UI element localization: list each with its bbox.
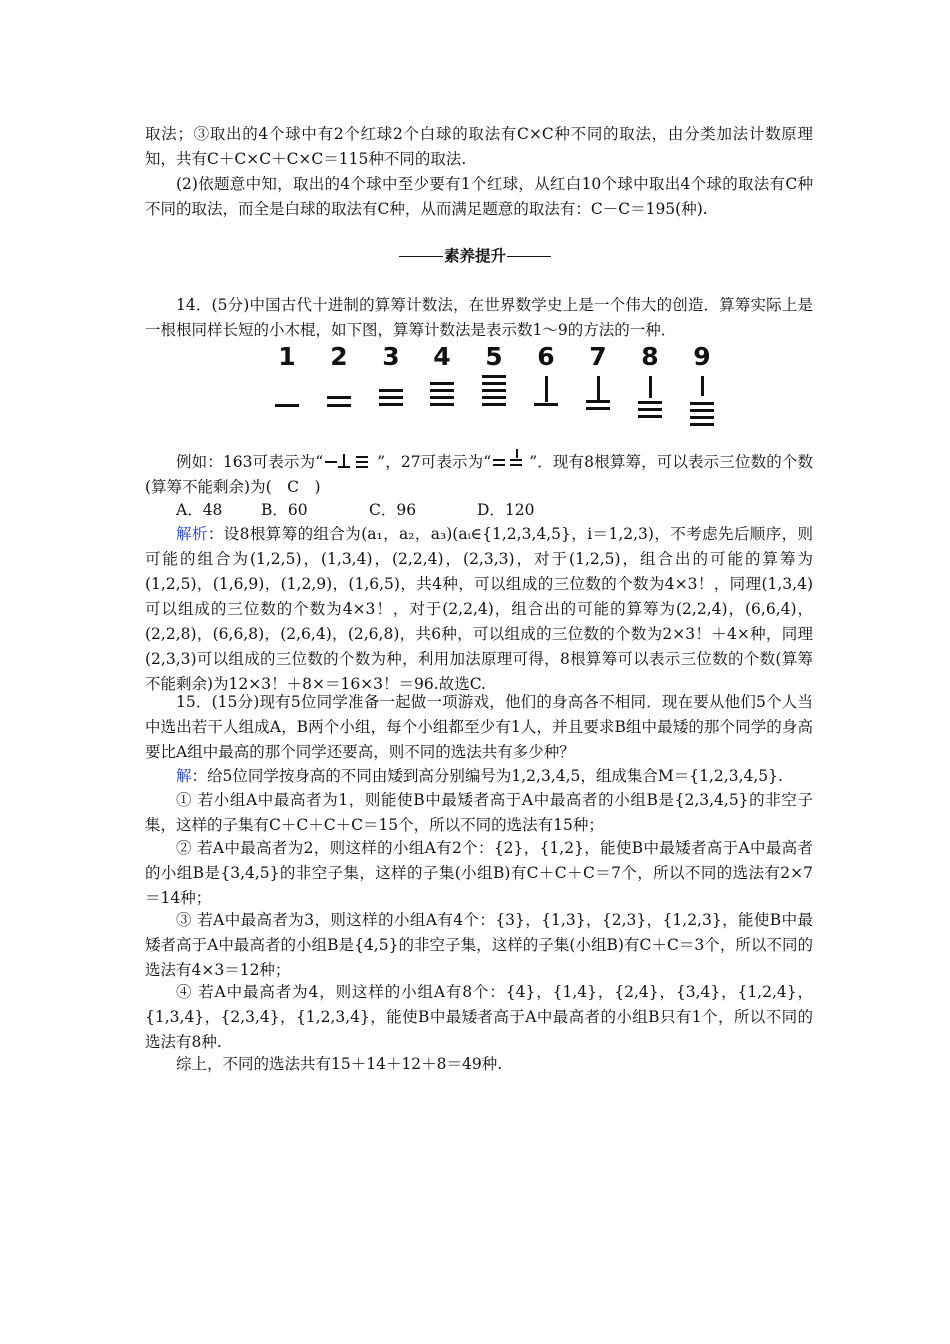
rod-8: 8 bbox=[630, 342, 670, 434]
question-14: 14．(5分)中国古代十进制的算筹计数法，在世界数学史上是一个伟大的创造．算筹实际上是一根根同样长短的小木棍，如下图，算筹计数法是表示数1～9的方法的一种． bbox=[145, 296, 813, 339]
rod-7: 7 bbox=[578, 342, 618, 434]
title-right-rule bbox=[507, 256, 551, 257]
rod-glyph-27 bbox=[491, 453, 529, 469]
rod-2: 2 bbox=[319, 342, 359, 434]
case-2: ② 若A中最高者为2，则这样的小组A有2个：{2}，{1,2}，能使B中最矮者高于A中最高者的小组B是{3,4,5}的非空子集，这样的子集(小组B)有C＋C＋C＝7个，所以不同的选法有2×7＝14种； bbox=[145, 839, 813, 907]
case-3: ③ 若A中最高者为3，则这样的小组A有4个：{3}，{1,3}，{2,3}，{1,2,3}，能使B中最矮者高于A中最高者的小组B是{4,5}的非空子集，这样的子集(小组B)有C＋C＝3个，所以不同的选法有4×3＝12种； bbox=[145, 911, 813, 979]
rod-6: 6 bbox=[526, 342, 566, 434]
rod-1: 1 bbox=[267, 342, 307, 434]
rod-5: 5 bbox=[474, 342, 514, 434]
section-title: 素养提升 bbox=[0, 244, 950, 266]
question-14-example: 例如：163可表示为“ ”，27可表示为“ ”．现有8根算筹，可以表示三位数的个数(算筹不能剩余)为( C ) bbox=[145, 450, 813, 500]
summary: 综上，不同的选法共有15＋14＋12＋8＝49种. bbox=[176, 1055, 503, 1073]
solution-label: 解 bbox=[176, 767, 192, 785]
rod-4: 4 bbox=[422, 342, 462, 434]
option-a: A．48 bbox=[176, 501, 223, 519]
option-c: C．96 bbox=[369, 501, 417, 519]
counting-rods-figure bbox=[262, 342, 722, 434]
rod-glyph-163 bbox=[323, 453, 377, 469]
question-15: 15．(15分)现有5位同学准备一起做一项游戏，他们的身高各不相同．现在要从他们5个人当中选出若干人组成A，B两个小组，每个小组都至少有1人，并且要求B组中最矮的那个同学的身高要比A组中最高的那个同学还要高，则不同的选法共有多少种？ bbox=[145, 693, 813, 761]
rod-3: 3 bbox=[371, 342, 411, 434]
paragraph-continuation: 取法；③取出的4个球中有2个红球2个白球的取法有C×C种不同的取法，由分类加法计数原理知，共有C＋C×C＋C×C＝115种不同的取法. bbox=[145, 125, 813, 168]
option-d: D．120 bbox=[477, 501, 535, 519]
option-b: B．60 bbox=[261, 501, 308, 519]
case-4: ④ 若A中最高者为4，则这样的小组A有8个：{4}，{1,4}，{2,4}，{3,4}，{1,2,4}，{1,3,4}，{2,3,4}，{1,2,3,4}，能使B中最矮者高于A中最高者的小组B只有1个，所以不同的选法有8种. bbox=[145, 983, 813, 1051]
question-15-solution: 解：给5位同学按身高的不同由矮到高分别编号为1,2,3,4,5，组成集合M＝{1,2,3,4,5}. bbox=[176, 767, 783, 785]
paragraph-part-2: (2)依题意中知，取出的4个球中至少要有1个红球，从红白10个球中取出4个球的取法有C种不同的取法，而全是白球的取法有C种，从而满足题意的取法有：C－C＝195(种). bbox=[145, 175, 813, 218]
rod-9: 9 bbox=[682, 342, 722, 434]
title-left-rule bbox=[399, 256, 443, 257]
solution-label: 解析 bbox=[176, 525, 208, 543]
question-14-solution: 解析：设8根算筹的组合为(a₁，a₂，a₃)(aᵢ∈{1,2,3,4,5}，i＝1,2,3)，不考虑先后顺序，则可能的组合为(1,2,5)，(1,3,4)，(2,2,4)，(2,3,3)，对于(1,2,5)，组合出的可能的算筹为(1,2,5)，(1,6,9)，(1,2,9)，(1,6,5)，共4种，可以组成的三位数的个数为4×3！，同理(1,3,4)可以组成的三位数的个数为4×3！，对于(2,2,4)，组合出的可能的算筹为(2,2,4)，(6,6,4)，(2,2,8)，(6,6,8)，(2,6,4)，(2,6,8)，共6种，可以组成的三位数的个数为2×3！＋4×种，同理(2,3,3)可以组成的三位数的个数为种，利用加法原理可得，8根算筹可以表示三位数的个数(算筹不能剩余)为12×3！＋8×＝16×3！＝96.故选C. bbox=[145, 525, 813, 693]
case-1: ① 若小组A中最高者为1，则能使B中最矮者高于A中最高者的小组B是{2,3,4,5}的非空子集，这样的子集有C＋C＋C＋C＝15个，所以不同的选法有15种； bbox=[145, 791, 813, 834]
answer-options bbox=[145, 498, 813, 523]
